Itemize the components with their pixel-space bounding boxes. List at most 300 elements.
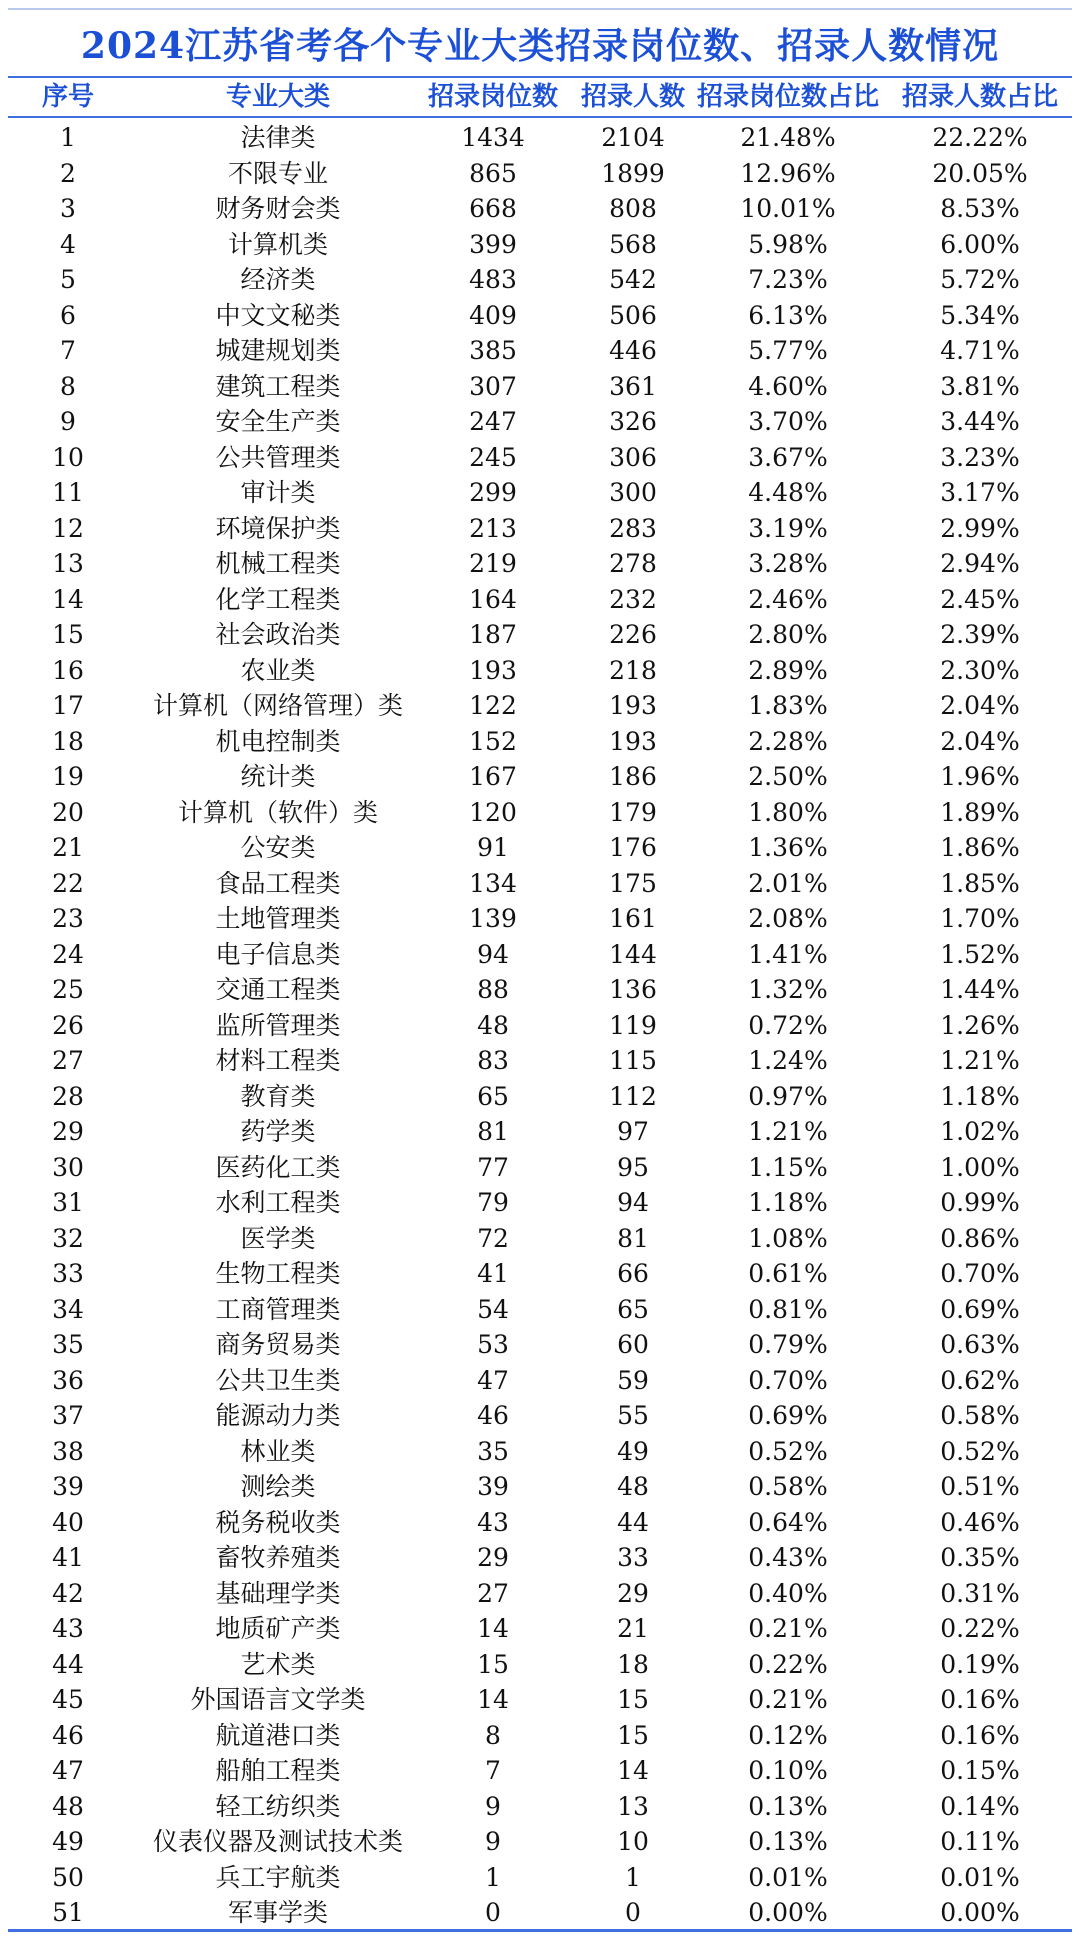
row-recruits: 14 (617, 1756, 649, 1785)
row-recruits-ratio: 0.58% (940, 1401, 1020, 1430)
table-row (8, 511, 1072, 547)
row-category: 生物工程类 (215, 1259, 341, 1288)
table-row (8, 1008, 1072, 1044)
row-positions: 41 (477, 1259, 509, 1288)
row-positions: 167 (469, 762, 517, 791)
row-positions: 1434 (461, 123, 525, 152)
table-row (8, 1256, 1072, 1292)
row-recruits: 60 (617, 1330, 649, 1359)
row-category: 医学类 (240, 1223, 316, 1253)
table-row (8, 1753, 1072, 1789)
table-row (8, 1469, 1072, 1505)
row-positions: 245 (469, 442, 517, 472)
row-recruits-ratio: 2.99% (940, 513, 1020, 543)
row-positions: 0 (485, 1898, 501, 1927)
row-recruits-ratio: 20.05% (932, 158, 1028, 188)
row-positions: 1 (485, 1862, 501, 1892)
row-recruits: 10 (617, 1827, 649, 1856)
row-recruits-ratio: 1.26% (940, 1010, 1020, 1040)
table-row (8, 1824, 1072, 1860)
table-row (8, 1860, 1072, 1896)
row-positions: 152 (469, 726, 517, 756)
row-positions: 79 (477, 1188, 509, 1217)
row-index: 44 (52, 1649, 84, 1679)
row-index: 41 (52, 1543, 84, 1572)
row-positions: 39 (477, 1472, 509, 1501)
row-positions-ratio: 2.50% (748, 762, 828, 791)
table-row (8, 227, 1072, 263)
row-positions: 14 (477, 1614, 509, 1643)
row-recruits-ratio: 0.70% (940, 1259, 1020, 1288)
row-index: 16 (52, 655, 84, 685)
row-index: 12 (52, 513, 84, 543)
row-category: 航道港口类 (215, 1720, 341, 1750)
row-index: 39 (52, 1472, 84, 1501)
row-recruits: 33 (617, 1543, 649, 1572)
row-recruits-ratio: 1.96% (940, 762, 1020, 791)
row-category: 计算机（网络管理）类 (152, 691, 403, 720)
row-positions-ratio: 3.28% (748, 549, 828, 578)
table-row (8, 1576, 1072, 1612)
row-index: 50 (52, 1862, 84, 1892)
row-positions: 187 (469, 620, 517, 649)
row-category: 水利工程类 (215, 1188, 341, 1217)
row-category: 计算机（软件）类 (177, 797, 378, 827)
row-positions: 399 (469, 229, 517, 259)
row-recruits-ratio: 2.04% (940, 726, 1020, 756)
row-positions: 27 (477, 1578, 509, 1608)
row-recruits: 15 (617, 1685, 649, 1714)
row-positions: 307 (469, 371, 517, 401)
row-positions: 35 (477, 1436, 509, 1466)
header-index: 序号 (41, 82, 94, 112)
row-category: 材料工程类 (215, 1046, 341, 1075)
row-positions-ratio: 0.43% (748, 1543, 828, 1572)
row-recruits-ratio: 8.53% (940, 194, 1020, 223)
row-recruits-ratio: 1.44% (940, 975, 1020, 1004)
table-row (8, 120, 1072, 156)
row-category: 基础理学类 (215, 1578, 341, 1608)
row-index: 34 (52, 1294, 84, 1324)
row-category: 机电控制类 (215, 726, 341, 756)
row-recruits-ratio: 1.86% (940, 833, 1020, 862)
table-row (8, 1611, 1072, 1647)
row-positions-ratio: 0.52% (748, 1436, 828, 1466)
row-positions-ratio: 1.32% (748, 975, 828, 1004)
row-recruits: 136 (609, 975, 657, 1004)
row-index: 27 (52, 1046, 84, 1075)
row-index: 48 (52, 1791, 84, 1821)
table-row (8, 582, 1072, 618)
row-index: 40 (52, 1507, 84, 1537)
row-positions: 213 (469, 513, 517, 543)
row-recruits-ratio: 3.23% (940, 442, 1020, 472)
row-recruits: 119 (609, 1010, 657, 1040)
row-index: 35 (52, 1330, 84, 1359)
table-row (8, 298, 1072, 334)
row-positions: 9 (485, 1827, 501, 1856)
row-index: 23 (52, 904, 84, 933)
row-recruits-ratio: 3.17% (940, 478, 1020, 507)
row-category: 建筑工程类 (215, 371, 341, 401)
row-recruits-ratio: 0.62% (940, 1365, 1020, 1395)
row-recruits: 446 (609, 336, 657, 365)
row-recruits: 175 (609, 868, 657, 898)
header-recruits-ratio: 招录人数占比 (901, 82, 1058, 112)
row-category: 畜牧养殖类 (215, 1543, 341, 1572)
row-positions-ratio: 0.10% (748, 1756, 828, 1785)
row-recruits: 808 (609, 194, 657, 223)
row-recruits: 13 (617, 1791, 649, 1821)
row-recruits-ratio: 0.16% (940, 1720, 1020, 1750)
row-positions-ratio: 0.61% (748, 1259, 828, 1288)
row-index: 11 (52, 478, 84, 507)
table-row (8, 1150, 1072, 1186)
row-recruits: 94 (617, 1188, 649, 1217)
row-index: 18 (52, 726, 84, 756)
row-index: 37 (52, 1401, 84, 1430)
row-recruits: 232 (609, 584, 657, 614)
table-row (8, 653, 1072, 689)
row-recruits-ratio: 1.52% (940, 939, 1020, 969)
row-recruits: 1899 (601, 158, 665, 188)
row-category: 法律类 (240, 123, 316, 152)
row-positions: 77 (477, 1152, 509, 1182)
row-index: 26 (52, 1010, 84, 1040)
row-recruits: 218 (609, 655, 657, 685)
row-positions-ratio: 2.89% (748, 655, 828, 685)
table-row (8, 404, 1072, 440)
table-row (8, 901, 1072, 937)
row-index: 42 (52, 1578, 84, 1608)
row-index: 24 (52, 939, 84, 969)
row-positions-ratio: 0.81% (748, 1294, 828, 1324)
table-row (8, 1363, 1072, 1399)
row-positions: 81 (477, 1117, 509, 1146)
row-recruits: 193 (609, 691, 657, 720)
bottom-rule (8, 1929, 1072, 1932)
row-positions-ratio: 0.70% (748, 1365, 828, 1395)
row-positions: 299 (469, 478, 517, 507)
row-recruits-ratio: 2.30% (940, 655, 1020, 685)
row-recruits-ratio: 0.51% (940, 1472, 1020, 1501)
row-positions-ratio: 0.21% (748, 1614, 828, 1643)
table-row (8, 333, 1072, 369)
row-positions-ratio: 1.18% (748, 1188, 828, 1217)
row-index: 36 (52, 1365, 84, 1395)
row-recruits: 1 (625, 1862, 641, 1892)
header-positions: 招录岗位数 (427, 82, 558, 112)
header-rule (8, 116, 1072, 118)
row-positions: 15 (477, 1649, 509, 1679)
table-body (8, 120, 1072, 1931)
row-positions-ratio: 0.69% (748, 1401, 828, 1430)
row-positions-ratio: 3.19% (748, 513, 828, 543)
header-category: 专业大类 (225, 82, 330, 112)
row-recruits-ratio: 2.39% (940, 620, 1020, 649)
row-positions: 47 (477, 1365, 509, 1395)
row-recruits: 300 (609, 478, 657, 507)
row-recruits-ratio: 3.44% (940, 407, 1020, 436)
row-positions: 91 (477, 833, 509, 862)
row-positions: 668 (469, 194, 517, 223)
table-row (8, 866, 1072, 902)
row-recruits: 115 (609, 1046, 657, 1075)
table-row (8, 1647, 1072, 1683)
row-category: 能源动力类 (215, 1401, 341, 1430)
row-recruits: 97 (617, 1117, 649, 1146)
row-recruits-ratio: 0.11% (940, 1827, 1020, 1856)
row-positions: 409 (469, 300, 517, 330)
row-positions-ratio: 4.60% (748, 371, 828, 401)
row-recruits-ratio: 2.45% (940, 584, 1020, 614)
row-positions: 53 (477, 1330, 509, 1359)
row-recruits-ratio: 5.34% (940, 300, 1020, 330)
row-positions-ratio: 1.08% (748, 1223, 828, 1253)
row-positions-ratio: 4.48% (748, 478, 828, 507)
row-recruits: 326 (609, 407, 657, 436)
row-positions-ratio: 1.83% (748, 691, 828, 720)
row-category: 交通工程类 (215, 975, 341, 1004)
table-row (8, 1398, 1072, 1434)
row-category: 税务税收类 (215, 1507, 341, 1537)
row-positions: 54 (477, 1294, 509, 1324)
row-recruits: 112 (609, 1081, 657, 1111)
header-positions-ratio: 招录岗位数占比 (696, 82, 879, 112)
row-positions-ratio: 5.77% (748, 336, 828, 365)
table-row (8, 1114, 1072, 1150)
row-positions: 134 (469, 868, 517, 898)
row-index: 47 (52, 1756, 84, 1785)
row-positions-ratio: 2.08% (748, 904, 828, 933)
row-recruits: 55 (617, 1401, 649, 1430)
table-row (8, 795, 1072, 831)
row-positions-ratio: 1.15% (748, 1152, 828, 1182)
row-positions: 94 (477, 939, 509, 969)
row-category: 测绘类 (240, 1472, 316, 1501)
row-category: 外国语言文学类 (190, 1685, 366, 1714)
row-recruits: 15 (617, 1720, 649, 1750)
row-index: 51 (52, 1898, 84, 1927)
row-recruits: 176 (609, 833, 657, 862)
row-category: 监所管理类 (215, 1010, 341, 1040)
row-recruits-ratio: 0.52% (940, 1436, 1020, 1466)
row-category: 教育类 (240, 1081, 316, 1111)
row-recruits-ratio: 0.19% (940, 1649, 1020, 1679)
row-recruits: 278 (609, 549, 657, 578)
top-rule (8, 8, 1072, 10)
table-header (8, 80, 1072, 114)
row-recruits-ratio: 1.00% (940, 1152, 1020, 1182)
row-recruits-ratio: 4.71% (940, 336, 1020, 365)
row-index: 30 (52, 1152, 84, 1182)
row-positions-ratio: 6.13% (748, 300, 828, 330)
row-index: 31 (52, 1188, 84, 1217)
table-row (8, 369, 1072, 405)
row-index: 43 (52, 1614, 84, 1643)
table-row (8, 191, 1072, 227)
row-positions-ratio: 1.36% (748, 833, 828, 862)
row-positions: 385 (469, 336, 517, 365)
table-row (8, 262, 1072, 298)
row-recruits-ratio: 0.99% (940, 1188, 1020, 1217)
table-row (8, 972, 1072, 1008)
row-index: 6 (60, 300, 76, 330)
row-positions: 8 (485, 1720, 501, 1750)
row-positions: 65 (477, 1081, 509, 1111)
row-category: 机械工程类 (215, 549, 341, 578)
row-recruits: 48 (617, 1472, 649, 1501)
row-recruits: 542 (609, 265, 657, 294)
row-index: 2 (60, 158, 76, 188)
row-category: 船舶工程类 (215, 1756, 341, 1785)
row-category: 不限专业 (227, 158, 328, 188)
row-recruits: 186 (609, 762, 657, 791)
row-recruits-ratio: 0.00% (940, 1898, 1020, 1927)
table-row (8, 1434, 1072, 1470)
row-recruits-ratio: 0.14% (940, 1791, 1020, 1821)
row-recruits: 161 (609, 904, 657, 933)
row-positions-ratio: 2.01% (748, 868, 828, 898)
row-category: 统计类 (240, 762, 316, 791)
row-positions-ratio: 2.80% (748, 620, 828, 649)
table-row (8, 1221, 1072, 1257)
row-positions: 43 (477, 1507, 509, 1537)
table-row (8, 440, 1072, 476)
row-positions-ratio: 2.28% (748, 726, 828, 756)
row-category: 社会政治类 (215, 620, 341, 649)
row-recruits-ratio: 2.04% (940, 691, 1020, 720)
row-positions: 164 (469, 584, 517, 614)
row-recruits-ratio: 1.02% (940, 1117, 1020, 1146)
row-recruits-ratio: 0.16% (940, 1685, 1020, 1714)
row-recruits: 306 (609, 442, 657, 472)
row-recruits-ratio: 0.22% (940, 1614, 1020, 1643)
row-positions-ratio: 0.58% (748, 1472, 828, 1501)
row-positions-ratio: 0.72% (748, 1010, 828, 1040)
page-title: 2024江苏省考各个专业大类招录岗位数、招录人数情况 (80, 25, 1000, 67)
row-index: 5 (60, 265, 76, 294)
row-positions: 483 (469, 265, 517, 294)
row-category: 审计类 (240, 478, 316, 507)
row-positions: 14 (477, 1685, 509, 1714)
row-category: 兵工宇航类 (215, 1862, 341, 1892)
row-recruits-ratio: 0.35% (940, 1543, 1020, 1572)
row-positions: 29 (477, 1543, 509, 1572)
row-index: 20 (52, 797, 84, 827)
row-index: 45 (52, 1685, 84, 1714)
row-positions-ratio: 0.01% (748, 1862, 828, 1892)
row-positions-ratio: 0.97% (748, 1081, 828, 1111)
row-recruits: 59 (617, 1365, 649, 1395)
row-positions: 247 (469, 407, 517, 436)
table-row (8, 1540, 1072, 1576)
row-category: 财务财会类 (215, 194, 341, 223)
row-positions: 865 (469, 158, 517, 188)
row-category: 地质矿产类 (215, 1614, 341, 1643)
row-index: 32 (52, 1223, 84, 1253)
table-row (8, 1327, 1072, 1363)
row-positions-ratio: 1.24% (748, 1046, 828, 1075)
row-recruits-ratio: 1.85% (940, 868, 1020, 898)
row-recruits-ratio: 5.72% (940, 265, 1020, 294)
table-row (8, 1895, 1072, 1931)
row-positions-ratio: 0.13% (748, 1791, 828, 1821)
row-index: 46 (52, 1720, 84, 1750)
row-index: 33 (52, 1259, 84, 1288)
row-category: 工商管理类 (215, 1294, 341, 1324)
row-category: 艺术类 (240, 1649, 316, 1679)
table-row (8, 475, 1072, 511)
row-recruits: 568 (609, 229, 657, 259)
row-index: 15 (52, 620, 84, 649)
row-index: 8 (60, 371, 76, 401)
row-recruits: 283 (609, 513, 657, 543)
table-row (8, 688, 1072, 724)
row-index: 38 (52, 1436, 84, 1466)
row-positions: 120 (469, 797, 517, 827)
row-index: 4 (60, 229, 76, 259)
row-positions-ratio: 12.96% (740, 158, 836, 188)
row-recruits: 81 (617, 1223, 649, 1253)
row-positions: 48 (477, 1010, 509, 1040)
row-recruits-ratio: 3.81% (940, 371, 1020, 401)
row-positions-ratio: 0.21% (748, 1685, 828, 1714)
row-category: 化学工程类 (215, 584, 341, 614)
row-category: 中文文秘类 (215, 300, 341, 330)
row-positions-ratio: 0.12% (748, 1720, 828, 1750)
row-index: 49 (52, 1827, 84, 1856)
row-index: 3 (60, 194, 76, 223)
row-positions-ratio: 0.40% (748, 1578, 828, 1608)
table-row (8, 724, 1072, 760)
row-recruits: 18 (617, 1649, 649, 1679)
row-positions: 88 (477, 975, 509, 1004)
row-category: 商务贸易类 (215, 1330, 341, 1359)
row-positions: 139 (469, 904, 517, 933)
row-positions-ratio: 1.41% (748, 939, 828, 969)
table-row (8, 1043, 1072, 1079)
row-positions-ratio: 0.13% (748, 1827, 828, 1856)
row-positions-ratio: 0.00% (748, 1898, 828, 1927)
row-recruits: 21 (617, 1614, 649, 1643)
row-category: 经济类 (240, 265, 316, 294)
row-category: 仪表仪器及测试技术类 (152, 1827, 403, 1856)
row-index: 19 (52, 762, 84, 791)
row-index: 25 (52, 975, 84, 1004)
table-row (8, 1789, 1072, 1825)
table-row (8, 546, 1072, 582)
row-recruits: 95 (617, 1152, 649, 1182)
row-category: 环境保护类 (215, 513, 341, 543)
row-category: 城建规划类 (215, 336, 341, 365)
row-recruits: 44 (617, 1507, 649, 1537)
row-category: 计算机类 (227, 229, 328, 259)
row-index: 21 (52, 833, 84, 862)
row-recruits: 65 (617, 1294, 649, 1324)
row-index: 10 (52, 442, 84, 472)
row-category: 公安类 (240, 833, 316, 862)
row-category: 食品工程类 (215, 868, 341, 898)
row-positions-ratio: 0.64% (748, 1507, 828, 1537)
row-recruits: 506 (609, 300, 657, 330)
row-recruits-ratio: 0.63% (940, 1330, 1020, 1359)
row-positions-ratio: 0.79% (748, 1330, 828, 1359)
row-recruits-ratio: 2.94% (940, 549, 1020, 578)
row-recruits: 193 (609, 726, 657, 756)
table-row (8, 830, 1072, 866)
row-index: 17 (52, 691, 84, 720)
